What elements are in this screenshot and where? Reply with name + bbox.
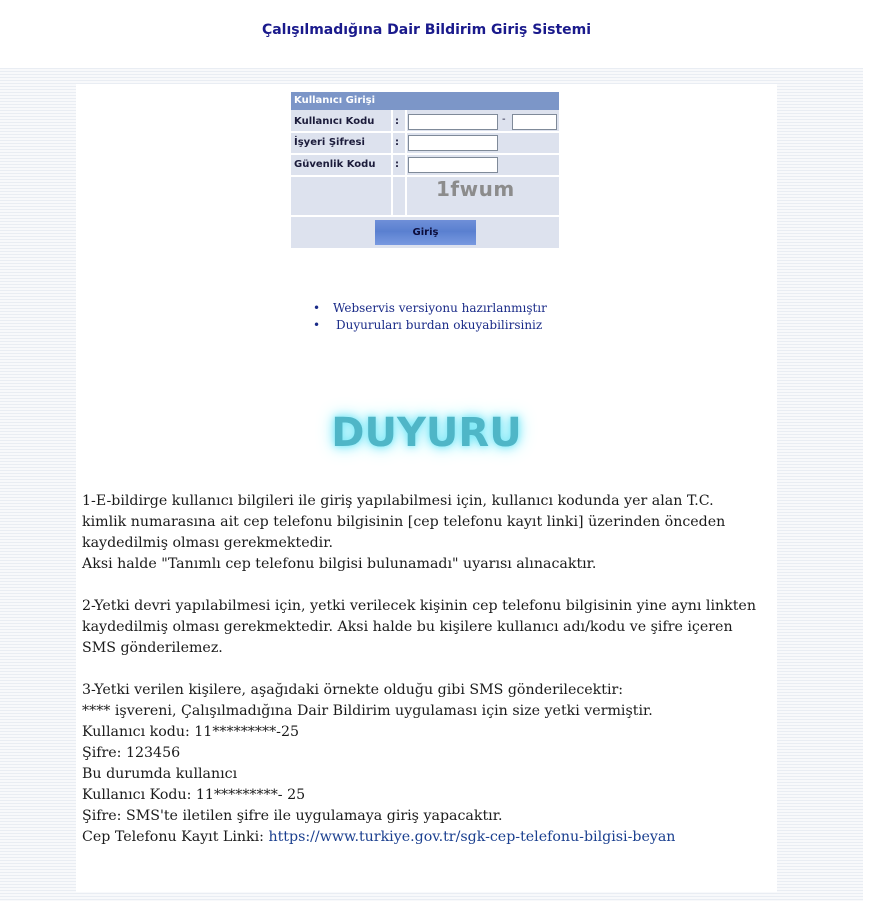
notice-line: kaydedilmiş olması gerekmektedir. bbox=[82, 535, 333, 551]
announcements-link[interactable]: Duyuruları burdan okuyabilirsiniz bbox=[336, 318, 543, 332]
announcement-list bbox=[305, 300, 565, 334]
notice-line: Aksi halde "Tanımlı cep telefonu bilgisi bulunamadı" uyarısı alınacaktır. bbox=[82, 556, 597, 572]
notice-line: Şifre: 123456 bbox=[82, 745, 181, 761]
username-colon: : bbox=[395, 116, 399, 127]
row-divider bbox=[291, 131, 559, 133]
notice-line: Şifre: SMS'te iletilen şifre ile uygulamaya giriş yapacaktır. bbox=[82, 808, 503, 824]
paragraph-gap bbox=[82, 659, 772, 680]
security-code-input[interactable] bbox=[408, 157, 498, 173]
bullet-icon: • bbox=[313, 301, 321, 315]
notice-line: Kullanıcı Kodu: 11*********- 25 bbox=[82, 787, 306, 803]
phone-registration-link[interactable]: https://www.turkiye.gov.tr/sgk-cep-telefonu-bilgisi-beyan bbox=[268, 829, 676, 845]
row-divider bbox=[291, 215, 559, 217]
page-title: Çalışılmadığına Dair Bildirim Giriş Sistemi bbox=[261, 22, 592, 38]
username-label: Kullanıcı Kodu bbox=[294, 116, 375, 127]
notice-line: Bu durumda kullanıcı bbox=[82, 766, 238, 782]
list-item bbox=[305, 300, 565, 317]
notice-body bbox=[82, 491, 772, 848]
password-colon: : bbox=[395, 137, 399, 148]
security-code-label: Güvenlik Kodu bbox=[294, 159, 376, 170]
header-bar bbox=[0, 0, 870, 68]
username-input[interactable] bbox=[408, 114, 498, 130]
bullet-icon: • bbox=[313, 318, 321, 332]
notice-line: kimlik numarasına ait cep telefonu bilgisinin [cep telefonu kayıt linki] üzerinden önceden bbox=[82, 514, 726, 530]
notice-line: kaydedilmiş olması gerekmektedir. Aksi halde bu kişilere kullanıcı adı/kodu ve şifre içeren bbox=[82, 619, 733, 635]
notice-line: Kullanıcı kodu: 11*********-25 bbox=[82, 724, 300, 740]
row-divider bbox=[291, 153, 559, 155]
list-item bbox=[305, 317, 565, 334]
notice-line: **** işvereni, Çalışılmadığına Dair Bildirim uygulaması için size yetki vermiştir. bbox=[82, 703, 653, 719]
column-divider bbox=[391, 110, 393, 215]
notice-line: 1-E-bildirge kullanıcı bilgileri ile giriş yapılabilmesi için, kullanıcı kodunda yer alan T.C. bbox=[82, 493, 714, 509]
notice-heading: DUYURU bbox=[331, 410, 522, 456]
link-line bbox=[82, 827, 772, 848]
link-prefix: Cep Telefonu Kayıt Linki: bbox=[82, 829, 269, 845]
workplace-password-input[interactable] bbox=[408, 135, 498, 151]
paragraph-gap bbox=[82, 575, 772, 596]
password-label: İşyeri Şifresi bbox=[294, 137, 365, 148]
security-code-colon: : bbox=[395, 159, 399, 170]
notice-line: SMS gönderilemez. bbox=[82, 640, 223, 656]
notice-line: 2-Yetki devri yapılabilmesi için, yetki verilecek kişinin cep telefonu bilgisinin yine aynı linkten bbox=[82, 598, 756, 614]
login-box-title: Kullanıcı Girişi bbox=[291, 92, 559, 110]
webservice-link[interactable]: Webservis versiyonu hazırlanmıştır bbox=[333, 301, 547, 315]
username-separator: - bbox=[502, 114, 506, 125]
login-button[interactable]: Giriş bbox=[375, 220, 476, 245]
username-suffix-input[interactable] bbox=[512, 114, 557, 130]
column-divider bbox=[405, 110, 407, 215]
notice-line: 3-Yetki verilen kişilere, aşağıdaki örnekte olduğu gibi SMS gönderilecektir: bbox=[82, 682, 624, 698]
captcha-image: 1fwum bbox=[436, 177, 515, 201]
